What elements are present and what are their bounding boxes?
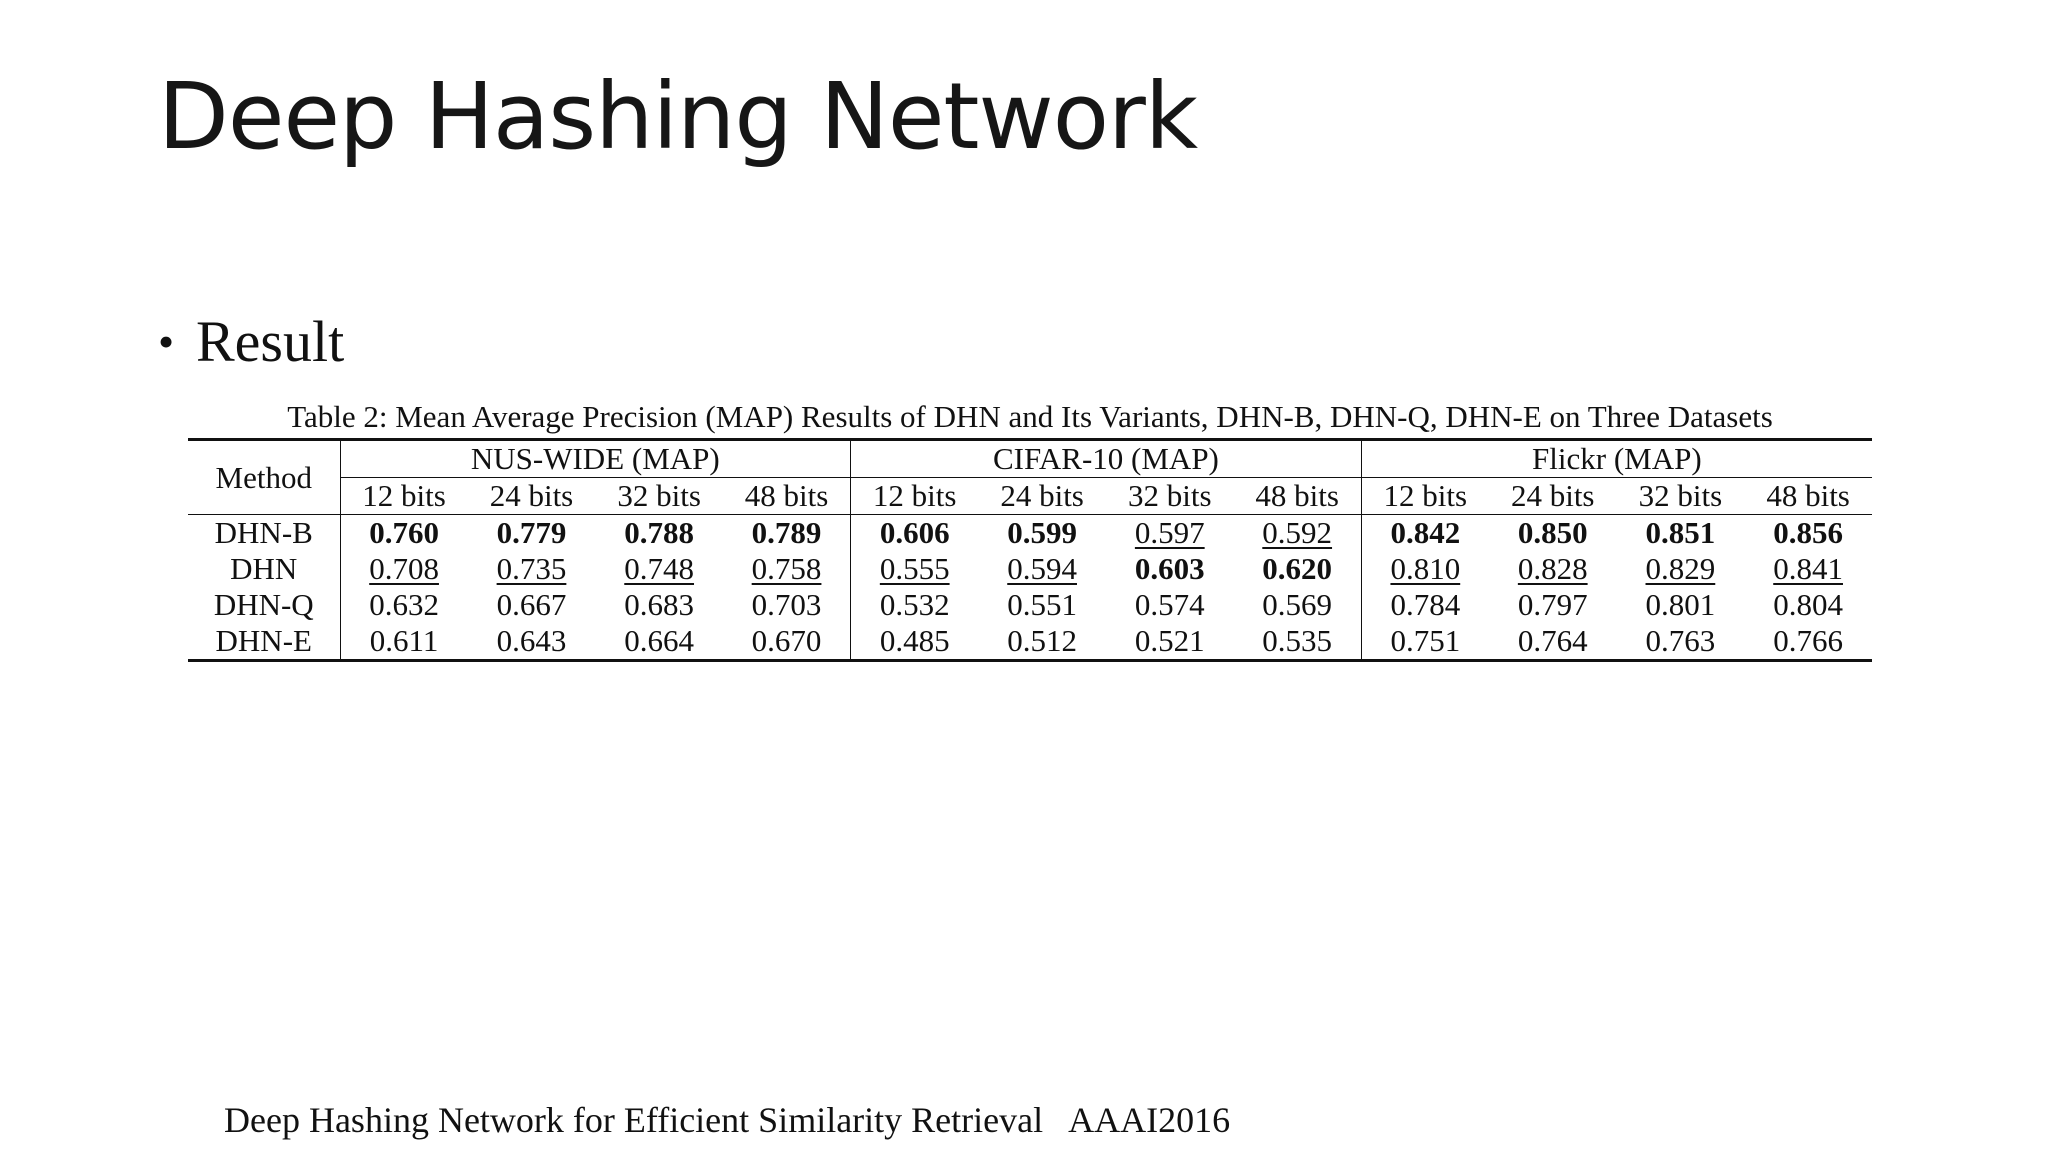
map-value: 0.594 — [1007, 551, 1077, 586]
map-value: 0.760 — [369, 515, 439, 550]
map-value-cell — [978, 515, 1106, 552]
map-value-cell — [1489, 623, 1617, 661]
footer-reference: Deep Hashing Network for Efficient Similarity Retrieval AAAI2016 — [224, 1100, 1231, 1140]
map-value-cell — [1617, 623, 1745, 661]
map-value: 0.797 — [1517, 587, 1588, 622]
map-value-cell — [468, 515, 596, 552]
results-table — [188, 438, 1872, 662]
map-value: 0.850 — [1517, 515, 1588, 550]
map-value: 0.664 — [624, 623, 695, 658]
map-value-cell — [340, 623, 468, 661]
map-value: 0.829 — [1645, 551, 1716, 586]
map-value: 0.599 — [1007, 515, 1077, 550]
map-value-cell — [595, 587, 723, 623]
map-value-cell — [723, 515, 851, 552]
map-value: 0.574 — [1134, 587, 1205, 622]
map-value-cell — [1744, 587, 1872, 623]
map-value-cell — [1744, 551, 1872, 587]
map-value: 0.569 — [1262, 587, 1333, 622]
map-value-cell — [1617, 551, 1745, 587]
group-header-flickr: Flickr (MAP) — [1532, 441, 1702, 476]
map-value: 0.789 — [751, 515, 822, 550]
map-value: 0.763 — [1645, 623, 1716, 658]
bits-header: 12 bits — [1361, 478, 1489, 515]
map-value-cell — [851, 623, 979, 661]
map-value-cell — [851, 551, 979, 587]
map-value-cell — [1361, 587, 1489, 623]
map-value: 0.788 — [624, 515, 695, 550]
map-value: 0.632 — [369, 587, 439, 622]
map-value-cell — [468, 587, 596, 623]
map-value: 0.485 — [879, 623, 950, 658]
bits-header: 24 bits — [978, 478, 1106, 515]
bullet-text: Result — [196, 309, 345, 374]
map-value: 0.611 — [369, 623, 439, 658]
map-value: 0.620 — [1262, 551, 1333, 586]
map-value-cell — [1489, 551, 1617, 587]
map-value: 0.735 — [496, 551, 567, 586]
map-value: 0.764 — [1517, 623, 1588, 658]
map-value-cell — [1361, 551, 1489, 587]
method-cell: DHN-B — [188, 515, 340, 552]
map-value-cell — [1106, 515, 1234, 552]
bits-header: 48 bits — [1234, 478, 1362, 515]
map-value: 0.801 — [1645, 587, 1716, 622]
map-value: 0.708 — [369, 551, 439, 586]
map-value-cell — [1617, 587, 1745, 623]
table-row — [188, 587, 1872, 623]
map-value-cell — [1234, 551, 1362, 587]
map-value-cell — [340, 551, 468, 587]
map-value: 0.810 — [1390, 551, 1461, 586]
map-value: 0.532 — [879, 587, 950, 622]
map-value-cell — [1234, 515, 1362, 552]
map-value: 0.667 — [496, 587, 567, 622]
map-value: 0.551 — [1007, 587, 1077, 622]
map-value: 0.521 — [1134, 623, 1205, 658]
map-value: 0.535 — [1262, 623, 1333, 658]
map-value: 0.841 — [1773, 551, 1843, 586]
map-value: 0.784 — [1390, 587, 1461, 622]
map-value-cell — [1361, 623, 1489, 661]
map-value-cell — [851, 515, 979, 552]
slide-title: Deep Hashing Network — [158, 63, 1198, 170]
bits-header: 48 bits — [723, 478, 851, 515]
results-table-container — [188, 398, 1872, 662]
bits-header: 12 bits — [851, 478, 979, 515]
map-value-cell — [468, 551, 596, 587]
table-group-header-row — [188, 440, 1872, 478]
map-value-cell — [723, 587, 851, 623]
map-value: 0.643 — [496, 623, 567, 658]
map-value: 0.856 — [1773, 515, 1843, 550]
bullet-icon: • — [158, 316, 175, 367]
bits-header: 32 bits — [1617, 478, 1745, 515]
map-value: 0.804 — [1773, 587, 1843, 622]
table-row — [188, 551, 1872, 587]
map-value-cell — [978, 551, 1106, 587]
table-row — [188, 515, 1872, 552]
map-value: 0.703 — [751, 587, 822, 622]
map-value-cell — [1489, 587, 1617, 623]
method-cell: DHN-Q — [188, 587, 340, 623]
map-value: 0.555 — [879, 551, 950, 586]
map-value: 0.603 — [1134, 551, 1205, 586]
map-value: 0.842 — [1390, 515, 1461, 550]
method-cell: DHN — [188, 551, 340, 587]
map-value: 0.512 — [1007, 623, 1077, 658]
bits-header: 24 bits — [1489, 478, 1617, 515]
map-value-cell — [340, 515, 468, 552]
bits-header: 48 bits — [1744, 478, 1872, 515]
map-value: 0.597 — [1134, 515, 1205, 550]
method-header: Method — [188, 440, 340, 515]
table-bits-header-row — [188, 478, 1872, 515]
map-value: 0.670 — [751, 623, 822, 658]
bits-header: 12 bits — [340, 478, 468, 515]
map-value: 0.851 — [1645, 515, 1716, 550]
map-value-cell — [1106, 623, 1234, 661]
table-body — [188, 515, 1872, 661]
map-value-cell — [1489, 515, 1617, 552]
map-value-cell — [1361, 515, 1489, 552]
map-value-cell — [595, 623, 723, 661]
map-value-cell — [978, 623, 1106, 661]
map-value-cell — [1617, 515, 1745, 552]
map-value-cell — [851, 587, 979, 623]
map-value-cell — [1234, 587, 1362, 623]
bullet-point — [158, 310, 344, 374]
map-value: 0.758 — [751, 551, 822, 586]
map-value-cell — [1744, 623, 1872, 661]
group-header-nus-wide: NUS-WIDE (MAP) — [340, 440, 851, 478]
map-value-cell — [978, 587, 1106, 623]
method-cell: DHN-E — [188, 623, 340, 661]
map-value-cell — [1744, 515, 1872, 552]
bits-header: 32 bits — [1106, 478, 1234, 515]
map-value-cell — [595, 551, 723, 587]
map-value-cell — [723, 551, 851, 587]
map-value-cell — [340, 587, 468, 623]
map-value-cell — [595, 515, 723, 552]
bits-header: 24 bits — [468, 478, 596, 515]
map-value: 0.751 — [1390, 623, 1461, 658]
bits-header: 32 bits — [595, 478, 723, 515]
map-value: 0.683 — [624, 587, 695, 622]
map-value-cell — [1106, 587, 1234, 623]
map-value-cell — [723, 623, 851, 661]
map-value-cell — [1106, 551, 1234, 587]
map-value: 0.766 — [1773, 623, 1843, 658]
map-value-cell — [468, 623, 596, 661]
map-value: 0.828 — [1517, 551, 1588, 586]
map-value-cell — [1234, 623, 1362, 661]
group-header-cifar-10: CIFAR-10 (MAP) — [851, 440, 1362, 478]
map-value: 0.779 — [496, 515, 567, 550]
map-value: 0.592 — [1262, 515, 1333, 550]
table-caption: Table 2: Mean Average Precision (MAP) Results of DHN and Its Variants, DHN-B, DHN-Q, DHN-E on Three Datasets — [287, 399, 1773, 434]
map-value: 0.748 — [624, 551, 695, 586]
table-row — [188, 623, 1872, 661]
map-value: 0.606 — [879, 515, 950, 550]
